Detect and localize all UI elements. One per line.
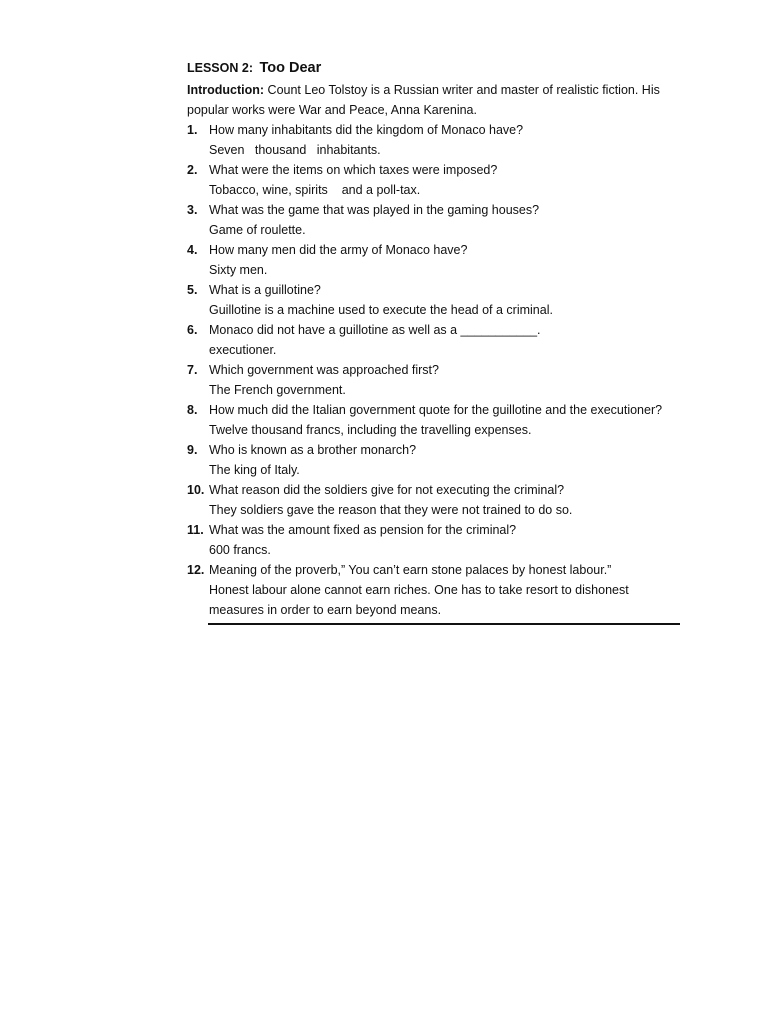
answer-text: Twelve thousand francs, including the travelling expenses. xyxy=(209,423,532,437)
question-number: 7. xyxy=(187,363,198,377)
question-number: 5. xyxy=(187,283,198,297)
answer-text: 600 francs. xyxy=(209,543,271,557)
question-item xyxy=(187,560,687,620)
question-item xyxy=(187,240,687,280)
answer-text: executioner. xyxy=(209,343,277,357)
answer-text: Game of roulette. xyxy=(209,223,306,237)
question-item xyxy=(187,400,687,440)
question-text: Monaco did not have a guillotine as well as a ___________. xyxy=(209,323,541,337)
question-number: 12. xyxy=(187,563,205,577)
question-number: 10. xyxy=(187,483,205,497)
question-text: What was the game that was played in the gaming houses? xyxy=(209,203,540,217)
question-text: What were the items on which taxes were imposed? xyxy=(209,163,498,177)
question-text: How many men did the army of Monaco have? xyxy=(209,243,468,257)
question-item xyxy=(187,360,687,400)
question-number: 3. xyxy=(187,203,198,217)
question-item xyxy=(187,160,687,200)
document-page xyxy=(187,58,687,625)
question-number: 2. xyxy=(187,163,198,177)
end-divider-line xyxy=(208,623,680,625)
question-number: 6. xyxy=(187,323,198,337)
question-number: 9. xyxy=(187,443,198,457)
question-answer-list xyxy=(187,120,687,620)
question-item xyxy=(187,120,687,160)
introduction-label: Introduction: xyxy=(187,83,265,97)
question-number: 4. xyxy=(187,243,198,257)
question-text: How many inhabitants did the kingdom of Monaco have? xyxy=(209,123,524,137)
answer-text: Tobacco, wine, spirits and a poll-tax. xyxy=(209,183,421,197)
answer-text: The French government. xyxy=(209,383,346,397)
question-text: Meaning of the proverb,” You can’t earn stone palaces by honest labour.” xyxy=(209,563,612,577)
lesson-title xyxy=(187,58,687,80)
answer-text: Honest labour alone cannot earn riches. One has to take resort to dishonest measures in order to earn beyond means. xyxy=(209,583,629,617)
question-text: Which government was approached first? xyxy=(209,363,439,377)
question-text: What is a guillotine? xyxy=(209,283,321,297)
question-number: 1. xyxy=(187,123,198,137)
question-item xyxy=(187,280,687,320)
introduction-paragraph xyxy=(187,80,687,120)
answer-text: They soldiers gave the reason that they were not trained to do so. xyxy=(209,503,573,517)
question-item xyxy=(187,320,687,360)
question-number: 11. xyxy=(187,523,204,537)
answer-text: Seven thousand inhabitants. xyxy=(209,143,381,157)
answer-text: The king of Italy. xyxy=(209,463,300,477)
question-item xyxy=(187,520,687,560)
question-text: Who is known as a brother monarch? xyxy=(209,443,417,457)
question-item xyxy=(187,200,687,240)
answer-text: Guillotine is a machine used to execute the head of a criminal. xyxy=(209,303,553,317)
lesson-label: LESSON 2: xyxy=(187,61,253,75)
question-text: How much did the Italian government quote for the guillotine and the executioner? xyxy=(209,403,663,417)
question-text: What was the amount fixed as pension for the criminal? xyxy=(209,523,517,537)
question-number: 8. xyxy=(187,403,198,417)
answer-text: Sixty men. xyxy=(209,263,268,277)
question-text: What reason did the soldiers give for not executing the criminal? xyxy=(209,483,565,497)
introduction-text: Count Leo Tolstoy is a Russian writer and master of realistic fiction. His popular works were War and Peace, Anna Karenina. xyxy=(187,83,660,117)
lesson-name: Too Dear xyxy=(259,60,322,76)
question-item xyxy=(187,440,687,480)
question-item xyxy=(187,480,687,520)
